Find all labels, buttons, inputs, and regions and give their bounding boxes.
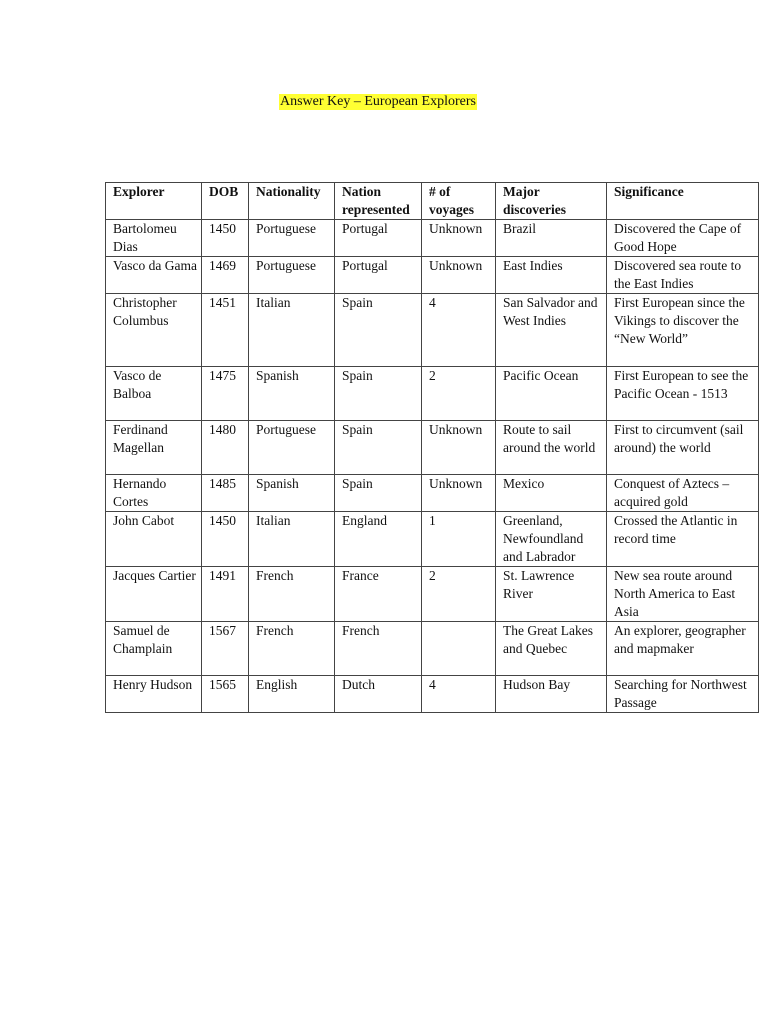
cell-explorer: Ferdinand Magellan bbox=[106, 421, 202, 475]
column-header-voyages: # of voyages bbox=[422, 183, 496, 220]
cell-dob: 1480 bbox=[202, 421, 249, 475]
cell-significance: Searching for Northwest Passage bbox=[607, 676, 759, 713]
cell-major-discoveries: Hudson Bay bbox=[496, 676, 607, 713]
cell-dob: 1451 bbox=[202, 294, 249, 367]
explorers-table bbox=[105, 182, 759, 713]
table-row bbox=[106, 622, 759, 676]
cell-nation-represented: French bbox=[335, 622, 422, 676]
column-header-explorer: Explorer bbox=[106, 183, 202, 220]
cell-nationality: Portuguese bbox=[249, 220, 335, 257]
column-header-dob: DOB bbox=[202, 183, 249, 220]
table-row bbox=[106, 512, 759, 567]
cell-significance: Discovered the Cape of Good Hope bbox=[607, 220, 759, 257]
cell-explorer: Vasco da Gama bbox=[106, 257, 202, 294]
cell-nation-represented: Dutch bbox=[335, 676, 422, 713]
table-header-row bbox=[106, 183, 759, 220]
table-body bbox=[106, 220, 759, 713]
cell-significance: First European to see the Pacific Ocean - 1513 bbox=[607, 367, 759, 421]
cell-voyages: Unknown bbox=[422, 220, 496, 257]
cell-explorer: Bartolomeu Dias bbox=[106, 220, 202, 257]
cell-nation-represented: Spain bbox=[335, 421, 422, 475]
cell-major-discoveries: Greenland, Newfoundland and Labrador bbox=[496, 512, 607, 567]
cell-significance: Discovered sea route to the East Indies bbox=[607, 257, 759, 294]
cell-nation-represented: Portugal bbox=[335, 220, 422, 257]
table-row bbox=[106, 367, 759, 421]
cell-significance: Crossed the Atlantic in record time bbox=[607, 512, 759, 567]
cell-dob: 1450 bbox=[202, 512, 249, 567]
cell-nation-represented: Portugal bbox=[335, 257, 422, 294]
cell-voyages: Unknown bbox=[422, 421, 496, 475]
cell-major-discoveries: St. Lawrence River bbox=[496, 567, 607, 622]
cell-significance: First European since the Vikings to discover the “New World” bbox=[607, 294, 759, 367]
cell-explorer: Jacques Cartier bbox=[106, 567, 202, 622]
cell-major-discoveries: East Indies bbox=[496, 257, 607, 294]
cell-explorer: John Cabot bbox=[106, 512, 202, 567]
cell-significance: First to circumvent (sail around) the world bbox=[607, 421, 759, 475]
cell-nation-represented: France bbox=[335, 567, 422, 622]
cell-dob: 1485 bbox=[202, 475, 249, 512]
cell-voyages: Unknown bbox=[422, 257, 496, 294]
column-header-nation-represented: Nation represented bbox=[335, 183, 422, 220]
cell-dob: 1491 bbox=[202, 567, 249, 622]
cell-major-discoveries: The Great Lakes and Quebec bbox=[496, 622, 607, 676]
cell-major-discoveries: Brazil bbox=[496, 220, 607, 257]
cell-nationality: Italian bbox=[249, 512, 335, 567]
column-header-significance: Significance bbox=[607, 183, 759, 220]
cell-nationality: English bbox=[249, 676, 335, 713]
cell-dob: 1450 bbox=[202, 220, 249, 257]
cell-significance: An explorer, geographer and mapmaker bbox=[607, 622, 759, 676]
table-row bbox=[106, 220, 759, 257]
cell-voyages: 1 bbox=[422, 512, 496, 567]
table-row bbox=[106, 567, 759, 622]
cell-explorer: Christopher Columbus bbox=[106, 294, 202, 367]
table-row bbox=[106, 676, 759, 713]
table-row bbox=[106, 257, 759, 294]
cell-nationality: French bbox=[249, 567, 335, 622]
cell-nationality: French bbox=[249, 622, 335, 676]
cell-nationality: Spanish bbox=[249, 367, 335, 421]
cell-nationality: Portuguese bbox=[249, 257, 335, 294]
column-header-nationality: Nationality bbox=[249, 183, 335, 220]
cell-dob: 1565 bbox=[202, 676, 249, 713]
cell-nationality: Spanish bbox=[249, 475, 335, 512]
cell-dob: 1567 bbox=[202, 622, 249, 676]
cell-voyages: Unknown bbox=[422, 475, 496, 512]
cell-nationality: Portuguese bbox=[249, 421, 335, 475]
cell-voyages: 2 bbox=[422, 567, 496, 622]
cell-dob: 1469 bbox=[202, 257, 249, 294]
table-row bbox=[106, 421, 759, 475]
cell-explorer: Vasco de Balboa bbox=[106, 367, 202, 421]
cell-voyages: 4 bbox=[422, 676, 496, 713]
cell-nation-represented: Spain bbox=[335, 367, 422, 421]
table-row bbox=[106, 475, 759, 512]
cell-dob: 1475 bbox=[202, 367, 249, 421]
cell-major-discoveries: Mexico bbox=[496, 475, 607, 512]
cell-significance: Conquest of Aztecs – acquired gold bbox=[607, 475, 759, 512]
column-header-major-discoveries: Major discoveries bbox=[496, 183, 607, 220]
cell-voyages bbox=[422, 622, 496, 676]
cell-explorer: Samuel de Champlain bbox=[106, 622, 202, 676]
cell-nationality: Italian bbox=[249, 294, 335, 367]
cell-major-discoveries: Route to sail around the world bbox=[496, 421, 607, 475]
cell-nation-represented: England bbox=[335, 512, 422, 567]
cell-voyages: 4 bbox=[422, 294, 496, 367]
cell-explorer: Hernando Cortes bbox=[106, 475, 202, 512]
cell-significance: New sea route around North America to East Asia bbox=[607, 567, 759, 622]
table-row bbox=[106, 294, 759, 367]
cell-major-discoveries: Pacific Ocean bbox=[496, 367, 607, 421]
cell-major-discoveries: San Salvador and West Indies bbox=[496, 294, 607, 367]
cell-voyages: 2 bbox=[422, 367, 496, 421]
cell-explorer: Henry Hudson bbox=[106, 676, 202, 713]
cell-nation-represented: Spain bbox=[335, 475, 422, 512]
cell-nation-represented: Spain bbox=[335, 294, 422, 367]
page-title: Answer Key – European Explorers bbox=[280, 94, 476, 109]
